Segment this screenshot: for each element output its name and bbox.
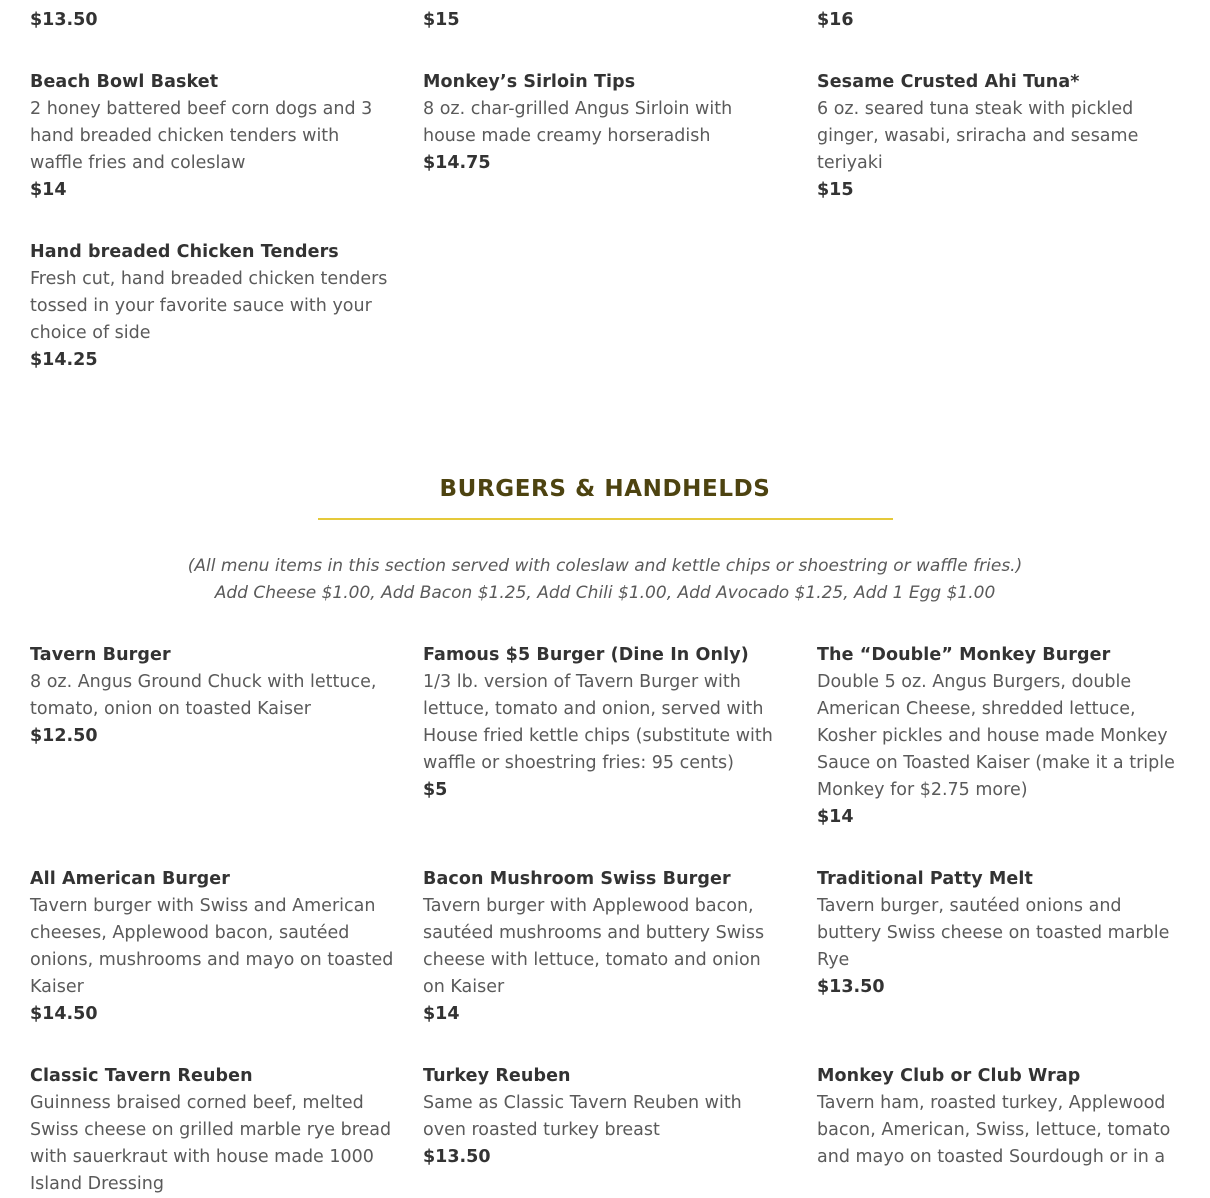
menu-item <box>423 1063 788 1171</box>
item-name: Turkey Reuben <box>423 1066 571 1086</box>
item-price: $14 <box>817 807 854 827</box>
item-name: Beach Bowl Basket <box>30 72 219 92</box>
item-name: All American Burger <box>30 869 230 889</box>
item-description: Fresh cut, hand breaded chicken tenders tossed in your favorite sauce with your choice of side <box>30 269 388 343</box>
item-description: 8 oz. char-grilled Angus Sirloin with house made creamy horseradish <box>423 99 733 146</box>
item-name: Tavern Burger <box>30 645 171 665</box>
item-name: The “Double” Monkey Burger <box>817 645 1111 665</box>
item-price: $12.50 <box>30 726 98 746</box>
item-name: Hand breaded Chicken Tenders <box>30 242 339 262</box>
item-name: Monkey’s Sirloin Tips <box>423 72 636 92</box>
item-name: Famous $5 Burger (Dine In Only) <box>423 645 749 665</box>
item-description: Tavern burger, sautéed onions and buttery Swiss cheese on toasted marble Rye <box>817 896 1170 970</box>
menu-item <box>817 69 1179 204</box>
item-description: Tavern burger with Swiss and American cheeses, Applewood bacon, sautéed onions, mushrooms and mayo on toasted Kaiser <box>30 896 394 997</box>
item-description: 2 honey battered beef corn dogs and 3 hand breaded chicken tenders with waffle fries and coleslaw <box>30 99 373 173</box>
menu-item <box>30 69 395 204</box>
item-description: 8 oz. Angus Ground Chuck with lettuce, tomato, onion on toasted Kaiser <box>30 672 377 719</box>
item-price: $14 <box>30 180 67 200</box>
item-name: Classic Tavern Reuben <box>30 1066 253 1086</box>
menu-item <box>817 642 1179 831</box>
section-divider <box>318 518 893 520</box>
item-name: Sesame Crusted Ahi Tuna* <box>817 72 1080 92</box>
item-description: Guinness braised corned beef, melted Swiss cheese on grilled marble rye bread with sauerkraut with house made 1000 Island Dressing <box>30 1093 392 1194</box>
menu-item-partial <box>30 7 395 34</box>
item-description: Tavern burger with Applewood bacon, sautéed mushrooms and buttery Swiss cheese with lettuce, tomato and onion on Kaiser <box>423 896 765 997</box>
item-description: Tavern ham, roasted turkey, Applewood bacon, American, Swiss, lettuce, tomato and mayo on toasted Sourdough or in a <box>817 1093 1171 1167</box>
item-price: $13.50 <box>817 977 885 997</box>
item-description: 6 oz. seared tuna steak with pickled ginger, wasabi, sriracha and sesame teriyaki <box>817 99 1139 173</box>
item-description: Same as Classic Tavern Reuben with oven roasted turkey breast <box>423 1093 742 1140</box>
item-price: $14.25 <box>30 350 98 370</box>
menu-item <box>817 866 1179 1001</box>
menu-item <box>30 1063 395 1198</box>
item-price: $15 <box>817 180 854 200</box>
menu-item <box>423 69 788 177</box>
item-description: Double 5 oz. Angus Burgers, double American Cheese, shredded lettuce, Kosher pickles and house made Monkey Sauce on Toasted Kaiser (make it a triple Monkey for $2.75 more) <box>817 672 1175 800</box>
item-price: $13.50 <box>30 10 98 30</box>
menu-item <box>30 866 395 1028</box>
item-name: Monkey Club or Club Wrap <box>817 1066 1081 1086</box>
menu-item <box>30 642 395 750</box>
menu-item-partial <box>423 7 788 34</box>
item-price: $15 <box>423 10 460 30</box>
item-price: $5 <box>423 780 448 800</box>
menu-item-partial <box>817 7 1179 34</box>
item-price: $14 <box>423 1004 460 1024</box>
section-addons-note: Add Cheese $1.00, Add Bacon $1.25, Add Chili $1.00, Add Avocado $1.25, Add 1 Egg $1.00 <box>214 583 996 603</box>
menu-item <box>423 866 788 1028</box>
item-description: 1/3 lb. version of Tavern Burger with lettuce, tomato and onion, served with House fried kettle chips (substitute with waffle or shoestring fries: 95 cents) <box>423 672 773 773</box>
item-name: Traditional Patty Melt <box>817 869 1033 889</box>
item-price: $14.75 <box>423 153 491 173</box>
item-name: Bacon Mushroom Swiss Burger <box>423 869 731 889</box>
item-price: $16 <box>817 10 854 30</box>
menu-item <box>30 239 395 374</box>
item-price: $14.50 <box>30 1004 98 1024</box>
section-title: BURGERS & HANDHELDS <box>439 476 771 502</box>
section-note: (All menu items in this section served with coleslaw and kettle chips or shoestring or waffle fries.) <box>187 556 1023 576</box>
menu-item <box>423 642 788 804</box>
menu-item <box>817 1063 1179 1171</box>
item-price: $13.50 <box>423 1147 491 1167</box>
